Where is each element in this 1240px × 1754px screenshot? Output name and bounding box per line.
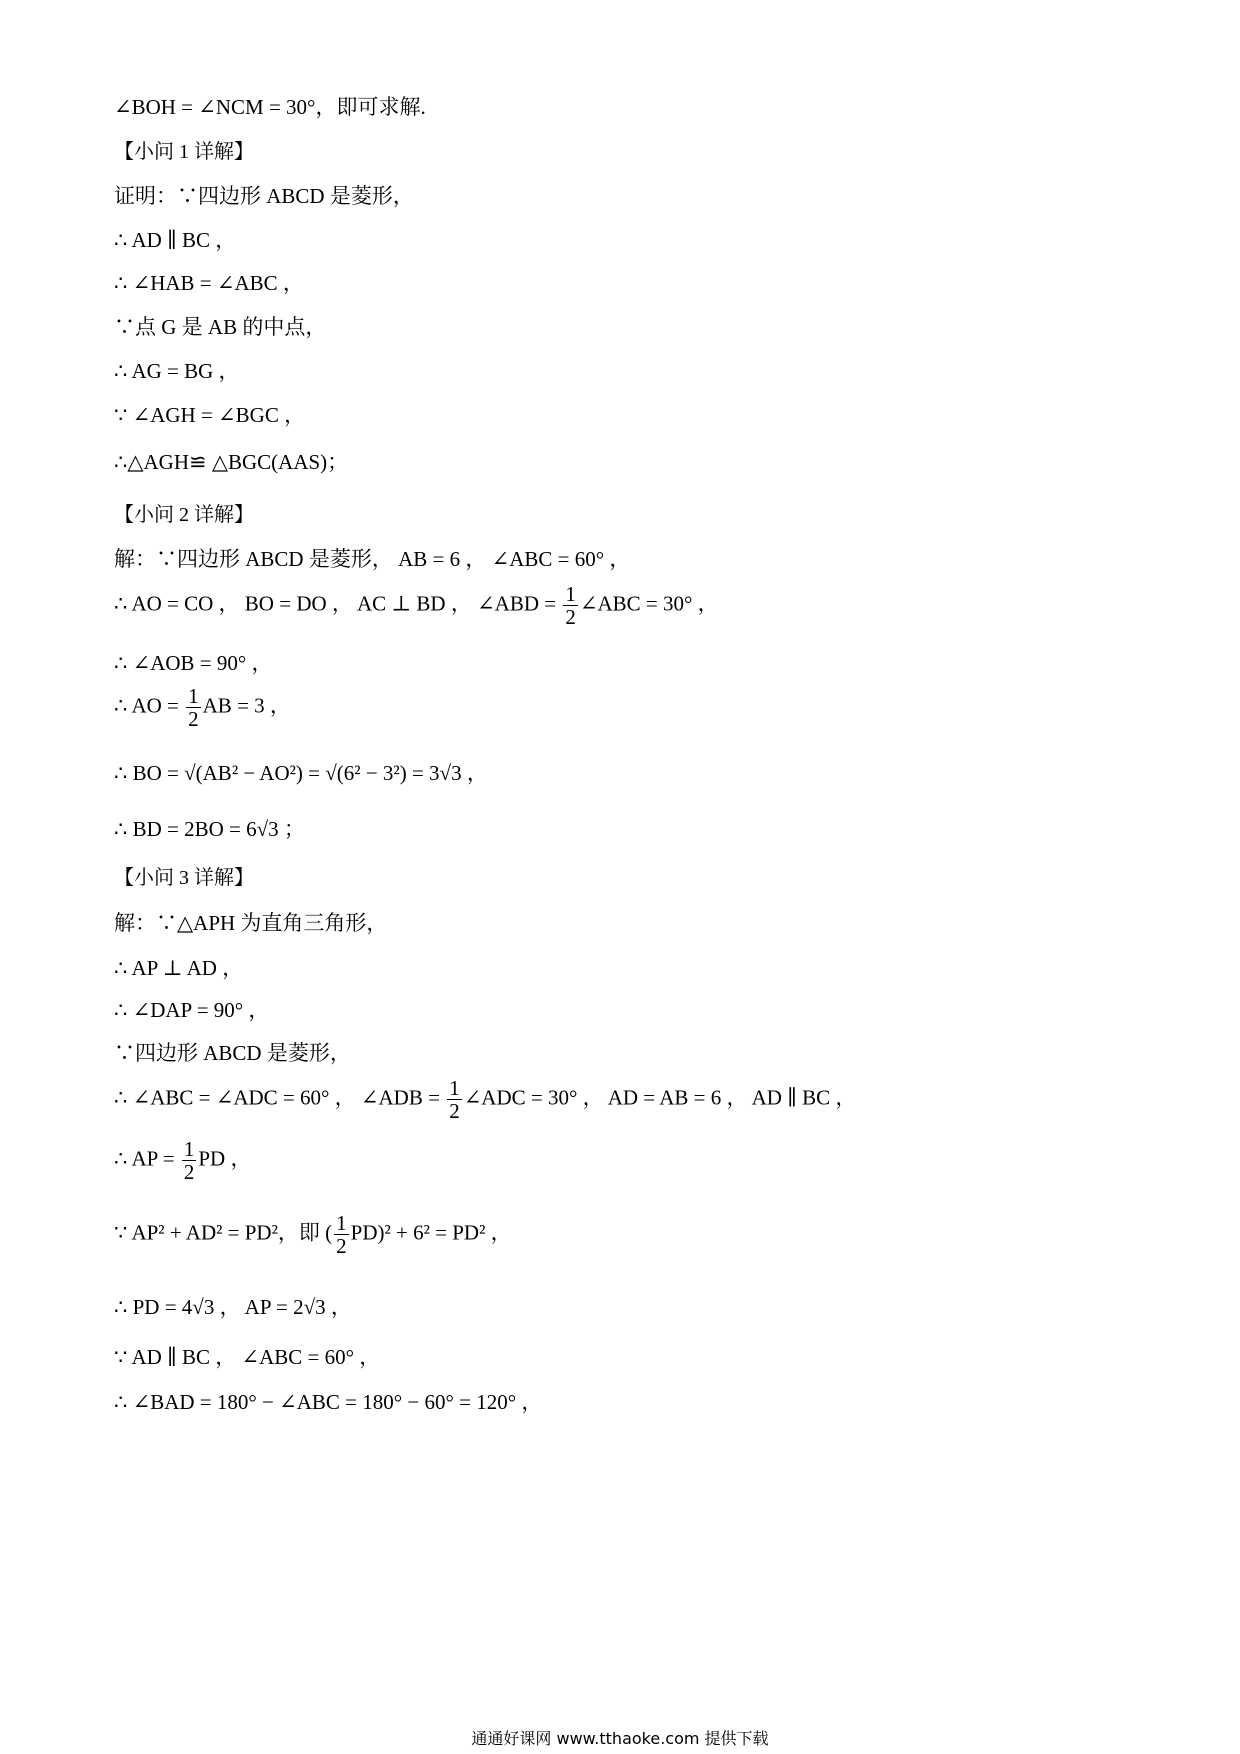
text-line-with-fraction [114,1212,512,1257]
fraction [447,1077,462,1122]
text-segment: PD)² + 6² = PD² ， [350,1220,512,1245]
fraction-numerator: 1 [449,1076,460,1100]
section-heading: 【小问 1 详解】 [114,141,254,163]
text-line: ∴ BO = √(AB² − AO²) = √(6² − 3²) = 3√3 ， [114,761,488,785]
text-segment: ∴ ∠ABC = ∠ADC = 60° ， ∠ADB = [114,1085,446,1110]
fraction-denominator: 2 [336,1234,347,1259]
fraction [186,685,201,730]
fraction-numerator: 1 [336,1211,347,1235]
text-segment: ∴ AP = [114,1146,180,1171]
text-line: ∠BOH = ∠NCM = 30°，即可求解. [114,95,426,119]
fraction-numerator: 1 [188,684,199,708]
fraction [182,1138,197,1183]
text-line: ∴ BD = 2BO = 6√3 ； [114,817,305,841]
text-segment: ∠ABC = 30° ， [579,591,719,616]
text-line-with-fraction [114,1077,856,1122]
text-line: ∵ AD ∥ BC ， ∠ABC = 60° ， [114,1345,381,1369]
fraction-denominator: 2 [188,707,199,732]
text-line: ∵点 G 是 AB 的中点， [114,315,327,339]
text-line: ∴△AGH≌ △BGC(AAS)； [114,450,349,474]
footer-text: 通通好课网 www.tthaoke.com 提供下载 [471,1729,769,1748]
text-segment: ∠ADC = 30° ， AD = AB = 6 ， AD ∥ BC ， [463,1085,857,1110]
text-line-with-fraction [114,685,291,730]
text-line: ∵四边形 ABCD 是菱形， [114,1041,351,1065]
text-line-with-fraction [114,583,719,628]
text-line: 证明：∵四边形 ABCD 是菱形， [114,184,414,208]
text-line: ∵ ∠AGH = ∠BGC ， [114,403,306,427]
text-line: ∴ ∠DAP = 90° ， [114,998,270,1022]
text-line: ∴ ∠BAD = 180° − ∠ABC = 180° − 60° = 120° ， [114,1390,543,1414]
text-line: ∴ PD = 4√3 ， AP = 2√3 ， [114,1295,352,1319]
text-line: ∴ AD ∥ BC ， [114,228,237,252]
section-heading: 【小问 2 详解】 [114,504,254,526]
text-line-with-fraction [114,1138,251,1183]
text-segment: ∵ AP² + AD² = PD²，即 ( [114,1220,333,1245]
fraction [563,583,578,628]
text-line: ∴ ∠HAB = ∠ABC ， [114,271,304,295]
text-line: ∴ AP ⊥ AD ， [114,956,244,980]
fraction-denominator: 2 [565,605,576,630]
text-line: 解：∵△APH 为直角三角形， [114,911,388,935]
section-heading: 【小问 3 详解】 [114,867,254,889]
fraction-denominator: 2 [449,1099,460,1124]
fraction-numerator: 1 [565,582,576,606]
text-line: 解：∵四边形 ABCD 是菱形， AB = 6 ， ∠ABC = 60° ， [114,547,631,571]
text-line: ∴ ∠AOB = 90° ， [114,651,273,675]
text-segment: AB = 3 ， [202,693,291,718]
fraction-numerator: 1 [183,1137,195,1161]
fraction-denominator: 2 [183,1160,195,1185]
fraction [334,1212,349,1257]
text-segment: ∴ AO = [114,693,185,718]
text-line: ∴ AG = BG ， [114,359,240,383]
text-segment: ∴ AO = CO ， BO = DO ， AC ⊥ BD ， ∠ABD = [114,591,562,616]
text-segment: PD ， [198,1146,252,1171]
